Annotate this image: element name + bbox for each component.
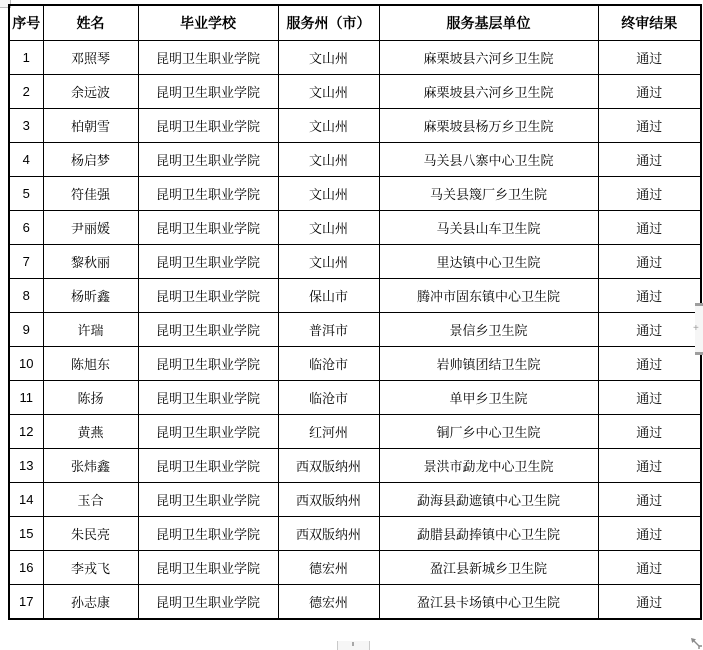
table-cell: 柏朝雪: [43, 109, 138, 143]
table-cell: 16: [9, 551, 43, 585]
table-cell: 昆明卫生职业学院: [138, 41, 278, 75]
table-cell: 许瑞: [43, 313, 138, 347]
table-row: [9, 381, 701, 415]
table-cell: 通过: [598, 279, 701, 313]
table-cell: 昆明卫生职业学院: [138, 313, 278, 347]
table-cell: 陈旭东: [43, 347, 138, 381]
table-cell: 盈江县新城乡卫生院: [379, 551, 598, 585]
table-cell: 通过: [598, 517, 701, 551]
table-cell: 昆明卫生职业学院: [138, 517, 278, 551]
table-cell: 文山州: [278, 41, 379, 75]
table-row: [9, 551, 701, 585]
table-cell: 昆明卫生职业学院: [138, 279, 278, 313]
table-cell: 尹丽媛: [43, 211, 138, 245]
table-cell: 通过: [598, 381, 701, 415]
table-row: [9, 109, 701, 143]
table-cell: 黄燕: [43, 415, 138, 449]
table-cell: 西双版纳州: [278, 483, 379, 517]
table-cell: 2: [9, 75, 43, 109]
table-cell: 李戎飞: [43, 551, 138, 585]
table-cell: 昆明卫生职业学院: [138, 585, 278, 620]
table-cell: 勐海县勐遮镇中心卫生院: [379, 483, 598, 517]
table-cell: 昆明卫生职业学院: [138, 245, 278, 279]
table-cell: 昆明卫生职业学院: [138, 449, 278, 483]
table-cell: 通过: [598, 109, 701, 143]
table-cell: 文山州: [278, 109, 379, 143]
table-cell: 通过: [598, 449, 701, 483]
table-cell: 朱民亮: [43, 517, 138, 551]
table-cell: 邓照琴: [43, 41, 138, 75]
table-cell: 西双版纳州: [278, 449, 379, 483]
table-cell: 通过: [598, 177, 701, 211]
vertical-scrollbar-fragment[interactable]: [695, 303, 703, 355]
column-header: 毕业学校: [138, 5, 278, 41]
resize-cursor-icon: [690, 637, 702, 650]
table-cell: 17: [9, 585, 43, 620]
table-cell: 通过: [598, 551, 701, 585]
table-cell: 14: [9, 483, 43, 517]
table-cell: 文山州: [278, 177, 379, 211]
table-cell: 杨昕鑫: [43, 279, 138, 313]
table-cell: 岩帅镇团结卫生院: [379, 347, 598, 381]
table-cell: 昆明卫生职业学院: [138, 177, 278, 211]
table-cell: 通过: [598, 347, 701, 381]
table-body: [9, 41, 701, 620]
table-cell: 麻栗坡县杨万乡卫生院: [379, 109, 598, 143]
table-cell: 余远波: [43, 75, 138, 109]
table-cell: 德宏州: [278, 585, 379, 620]
table-cell: 3: [9, 109, 43, 143]
table-cell: 文山州: [278, 75, 379, 109]
table-cell: 文山州: [278, 211, 379, 245]
table-cell: 单甲乡卫生院: [379, 381, 598, 415]
table-row: [9, 347, 701, 381]
table-row: [9, 279, 701, 313]
table-cell: 黎秋丽: [43, 245, 138, 279]
table-cell: 马关县篾厂乡卫生院: [379, 177, 598, 211]
table-cell: 保山市: [278, 279, 379, 313]
table-row: [9, 75, 701, 109]
table-cell: 昆明卫生职业学院: [138, 75, 278, 109]
table-row: [9, 483, 701, 517]
table-cell: 通过: [598, 313, 701, 347]
table-row: [9, 245, 701, 279]
split-plus-icon: +: [693, 323, 699, 334]
table-row: [9, 313, 701, 347]
table-row: [9, 211, 701, 245]
table-cell: 铜厂乡中心卫生院: [379, 415, 598, 449]
table-cell: 马关县山车卫生院: [379, 211, 598, 245]
table-cell: 通过: [598, 143, 701, 177]
table-cell: 10: [9, 347, 43, 381]
table-cell: 8: [9, 279, 43, 313]
table-cell: 德宏州: [278, 551, 379, 585]
table-cell: 张炜鑫: [43, 449, 138, 483]
table-cell: 昆明卫生职业学院: [138, 381, 278, 415]
table-cell: 通过: [598, 75, 701, 109]
table-cell: 麻栗坡县六河乡卫生院: [379, 75, 598, 109]
table-cell: 马关县八寨中心卫生院: [379, 143, 598, 177]
table-cell: 临沧市: [278, 347, 379, 381]
table-cell: 陈扬: [43, 381, 138, 415]
table-cell: 通过: [598, 483, 701, 517]
column-header: 服务州（市）: [278, 5, 379, 41]
table-cell: 腾冲市固东镇中心卫生院: [379, 279, 598, 313]
table-cell: 盈江县卡场镇中心卫生院: [379, 585, 598, 620]
column-header: 姓名: [43, 5, 138, 41]
table-cell: 勐腊县勐捧镇中心卫生院: [379, 517, 598, 551]
table-cell: 里达镇中心卫生院: [379, 245, 598, 279]
table-cell: 文山州: [278, 143, 379, 177]
table-row: [9, 585, 701, 620]
table-cell: 昆明卫生职业学院: [138, 143, 278, 177]
table-cell: 通过: [598, 211, 701, 245]
table-row: [9, 143, 701, 177]
table-cell: 昆明卫生职业学院: [138, 211, 278, 245]
table-cell: 普洱市: [278, 313, 379, 347]
table-cell: 符佳强: [43, 177, 138, 211]
table-cell: 景信乡卫生院: [379, 313, 598, 347]
table-cell: 通过: [598, 585, 701, 620]
table-cell: 昆明卫生职业学院: [138, 415, 278, 449]
table-row: [9, 415, 701, 449]
table-cell: 昆明卫生职业学院: [138, 551, 278, 585]
approval-results-table: [8, 4, 702, 620]
table-cell: 昆明卫生职业学院: [138, 347, 278, 381]
table-row: [9, 177, 701, 211]
table-cell: 9: [9, 313, 43, 347]
table-cell: 13: [9, 449, 43, 483]
table-cell: 杨启梦: [43, 143, 138, 177]
table-cell: 11: [9, 381, 43, 415]
table-row: [9, 449, 701, 483]
table-cell: 麻栗坡县六河乡卫生院: [379, 41, 598, 75]
table-cell: 12: [9, 415, 43, 449]
table-cell: 6: [9, 211, 43, 245]
table-cell: 临沧市: [278, 381, 379, 415]
table-cell: 文山州: [278, 245, 379, 279]
table-cell: 西双版纳州: [278, 517, 379, 551]
table-cell: 1: [9, 41, 43, 75]
table-row: [9, 517, 701, 551]
column-header: 序号: [9, 5, 43, 41]
horizontal-scrollbar-fragment[interactable]: [337, 641, 370, 650]
table-cell: 7: [9, 245, 43, 279]
table-cell: 4: [9, 143, 43, 177]
table-cell: 昆明卫生职业学院: [138, 109, 278, 143]
table-cell: 红河州: [278, 415, 379, 449]
table-cell: 15: [9, 517, 43, 551]
table-cell: 昆明卫生职业学院: [138, 483, 278, 517]
table-header-row: [9, 5, 701, 41]
table-cell: 通过: [598, 245, 701, 279]
table-cell: 孙志康: [43, 585, 138, 620]
table-cell: 玉合: [43, 483, 138, 517]
table-cell: 5: [9, 177, 43, 211]
table-cell: 通过: [598, 41, 701, 75]
column-header: 服务基层单位: [379, 5, 598, 41]
table-cell: 通过: [598, 415, 701, 449]
table-cell: 景洪市勐龙中心卫生院: [379, 449, 598, 483]
table-row: [9, 41, 701, 75]
column-header: 终审结果: [598, 5, 701, 41]
